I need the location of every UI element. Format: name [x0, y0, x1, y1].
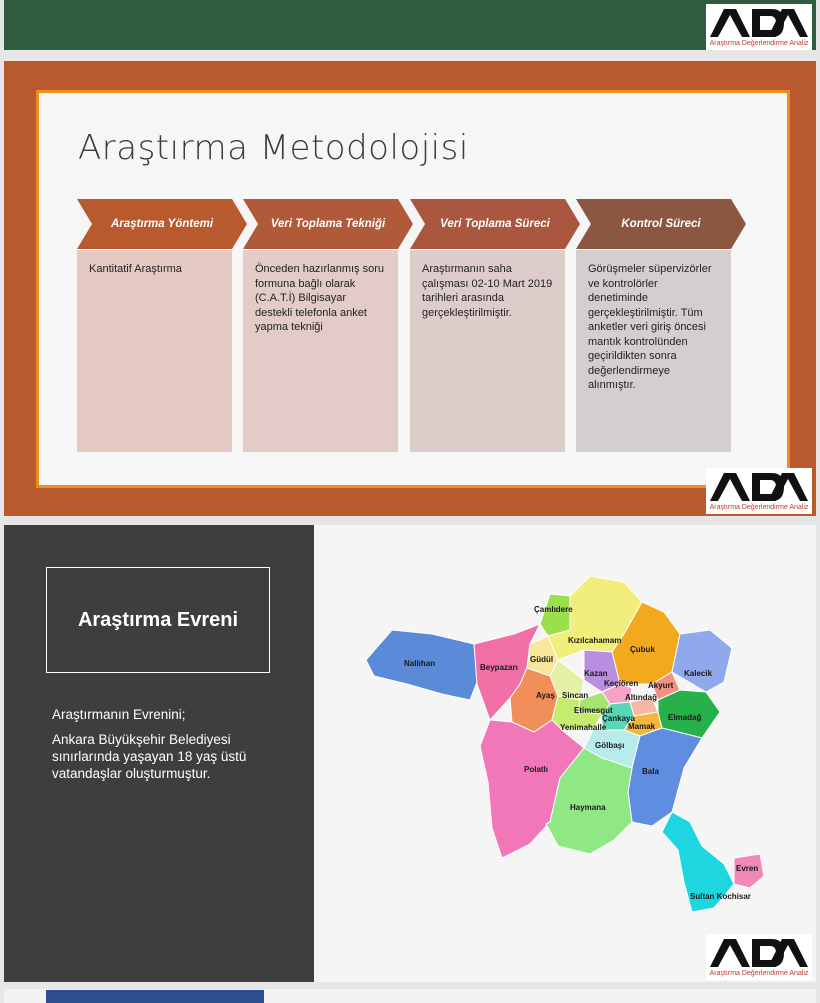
region-kalecik [672, 630, 732, 692]
ankara-districts-map [362, 572, 767, 917]
svg-text:Beypazarı: Beypazarı [480, 663, 518, 672]
population-intro: Araştırmanın Evrenini; [52, 707, 186, 722]
logo-tagline: Araştırma Değerlendirme Analiz [709, 970, 809, 977]
ada-logo-slide2 [706, 934, 812, 980]
next-slide-blue-bar [46, 990, 264, 1003]
column-body-technique: Önceden hazırlanmış soru formuna bağlı olarak (C.A.T.İ) Bilgisayar destekli telefonla anket yapma tekniği [243, 250, 398, 452]
column-header: Veri Toplama Tekniği [270, 218, 386, 230]
column-header: Veri Toplama Süreci [440, 218, 550, 230]
population-title-box: Araştırma Evreni [46, 567, 270, 673]
column-body-control: Görüşmeler süpervizörler ve kontrolörler denetiminde gerçekleştirilmiştir. Tüm anketler veri giriş öncesi mantık kontrolünden geçirildikten sonra değerlendirmeye alınmıştır. [576, 250, 731, 452]
chevron-header-control [576, 199, 746, 249]
ada-logo-slide1 [706, 468, 812, 514]
svg-text:Nallıhan: Nallıhan [404, 659, 436, 668]
top-slide-strip [4, 0, 816, 50]
svg-text:Çubuk: Çubuk [630, 645, 655, 654]
chevron-header-method [77, 199, 247, 249]
chevron-header-technique [243, 199, 413, 249]
logo-tagline: Araştırma Değerlendirme Analiz [709, 504, 809, 511]
svg-text:Keçiören: Keçiören [604, 679, 639, 688]
svg-text:Güdül: Güdül [530, 655, 554, 664]
svg-text:Polatlı: Polatlı [524, 765, 549, 774]
column-header: Araştırma Yöntemi [110, 218, 214, 230]
svg-text:Elmadağ: Elmadağ [668, 713, 702, 722]
svg-text:Sultan Kochisar: Sultan Kochisar [690, 892, 751, 901]
svg-text:Ayaş: Ayaş [536, 691, 555, 700]
svg-text:Yenimahalle: Yenimahalle [560, 723, 607, 732]
svg-text:Akyurt: Akyurt [648, 681, 674, 690]
svg-text:Kızılcahamam: Kızılcahamam [568, 636, 622, 645]
logo-tagline: Araştırma Değerlendirme Analiz [709, 40, 809, 47]
ada-logo-top [706, 4, 812, 50]
svg-text:Kazan: Kazan [584, 669, 608, 678]
chevron-header-process [410, 199, 580, 249]
region-camlidere [540, 594, 570, 636]
slide-title: Araştırma Metodolojisi [78, 128, 469, 168]
svg-text:Çankaya: Çankaya [602, 714, 635, 723]
column-body-process: Araştırmanın saha çalışması 02-10 Mart 2019 tarihleri arasında gerçekleştirilmiştir. [410, 250, 565, 452]
svg-text:Etimesgut: Etimesgut [574, 706, 613, 715]
svg-text:Gölbaşı: Gölbaşı [595, 741, 625, 750]
svg-text:Mamak: Mamak [628, 722, 656, 731]
svg-text:Sincan: Sincan [562, 691, 589, 700]
column-body-method: Kantitatif Araştırma [77, 250, 232, 452]
svg-text:Evren: Evren [736, 864, 759, 873]
population-body: Ankara Büyükşehir Belediyesi sınırlarında yaşayan 18 yaş üstü vatandaşlar oluşturmuştur. [52, 732, 247, 781]
region-bala [628, 728, 702, 826]
column-header: Kontrol Süreci [621, 218, 701, 230]
svg-text:Haymana: Haymana [570, 803, 606, 812]
svg-text:Altındağ: Altındağ [625, 693, 657, 702]
svg-text:Çamlıdere: Çamlıdere [534, 605, 573, 614]
svg-text:Bala: Bala [642, 767, 659, 776]
svg-text:Kalecik: Kalecik [684, 669, 713, 678]
